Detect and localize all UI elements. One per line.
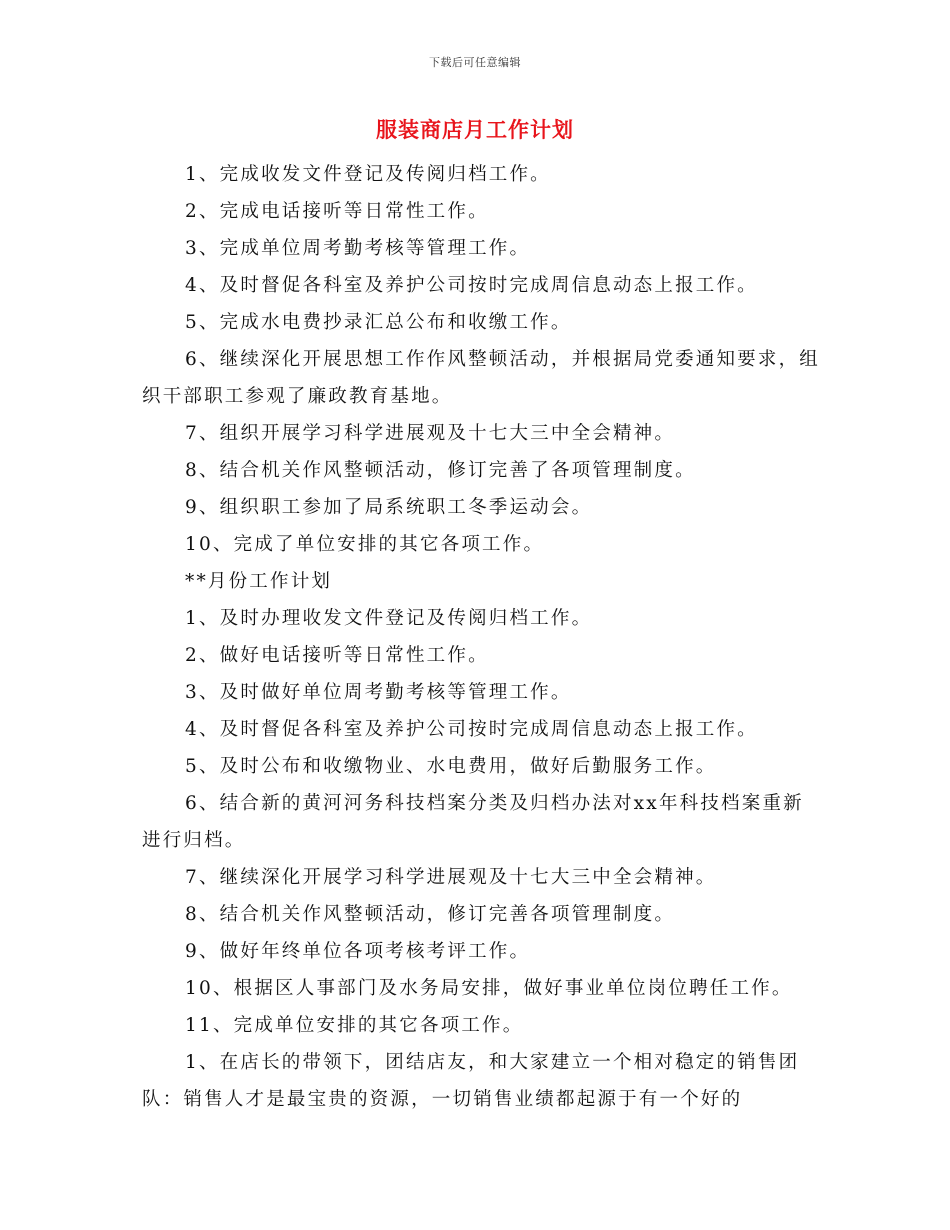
paragraph: 6、结合新的黄河河务科技档案分类及归档办法对xx年科技档案重新进行归档。 (142, 793, 804, 851)
paragraph: 9、组织职工参加了局系统职工冬季运动会。 (185, 497, 593, 518)
paragraph: 2、完成电话接听等日常性工作。 (185, 201, 489, 222)
paragraph: 10、根据区人事部门及水务局安排，做好事业单位岗位聘任工作。 (185, 978, 793, 999)
paragraph: 10、完成了单位安排的其它各项工作。 (185, 534, 545, 555)
paragraph: 5、及时公布和收缴物业、水电费用，做好后勤服务工作。 (185, 756, 717, 777)
paragraph: 1、在店长的带领下，团结店友，和大家建立一个相对稳定的销售团队：销售人才是最宝贵的资源，一切销售业绩都起源于有一个好的 (142, 1052, 800, 1110)
paragraph: 1、完成收发文件登记及传阅归档工作。 (185, 164, 551, 185)
paragraph: 4、及时督促各科室及养护公司按时完成周信息动态上报工作。 (185, 275, 758, 296)
paragraph: 8、结合机关作风整顿活动，修订完善各项管理制度。 (185, 904, 676, 925)
paragraph: 7、继续深化开展学习科学进展观及十七大三中全会精神。 (185, 867, 717, 888)
paragraph: 3、及时做好单位周考勤考核等管理工作。 (185, 682, 572, 703)
document-body (142, 156, 822, 1118)
section-heading: **月份工作计划 (185, 571, 333, 592)
document-title: 服装商店月工作计划 (376, 117, 574, 142)
paragraph: 1、及时办理收发文件登记及传阅归档工作。 (185, 608, 593, 629)
paragraph: 9、做好年终单位各项考核考评工作。 (185, 941, 531, 962)
header-note: 下载后可任意编辑 (429, 56, 521, 69)
paragraph: 6、继续深化开展思想工作作风整顿活动，并根据局党委通知要求，组织干部职工参观了廉政教育基地。 (142, 349, 820, 407)
paragraph: 11、完成单位安排的其它各项工作。 (185, 1015, 524, 1036)
paragraph: 7、组织开展学习科学进展观及十七大三中全会精神。 (185, 423, 676, 444)
paragraph: 2、做好电话接听等日常性工作。 (185, 645, 489, 666)
paragraph: 5、完成水电费抄录汇总公布和收缴工作。 (185, 312, 572, 333)
paragraph: 8、结合机关作风整顿活动，修订完善了各项管理制度。 (185, 460, 696, 481)
paragraph: 4、及时督促各科室及养护公司按时完成周信息动态上报工作。 (185, 719, 758, 740)
paragraph: 3、完成单位周考勤考核等管理工作。 (185, 238, 531, 259)
